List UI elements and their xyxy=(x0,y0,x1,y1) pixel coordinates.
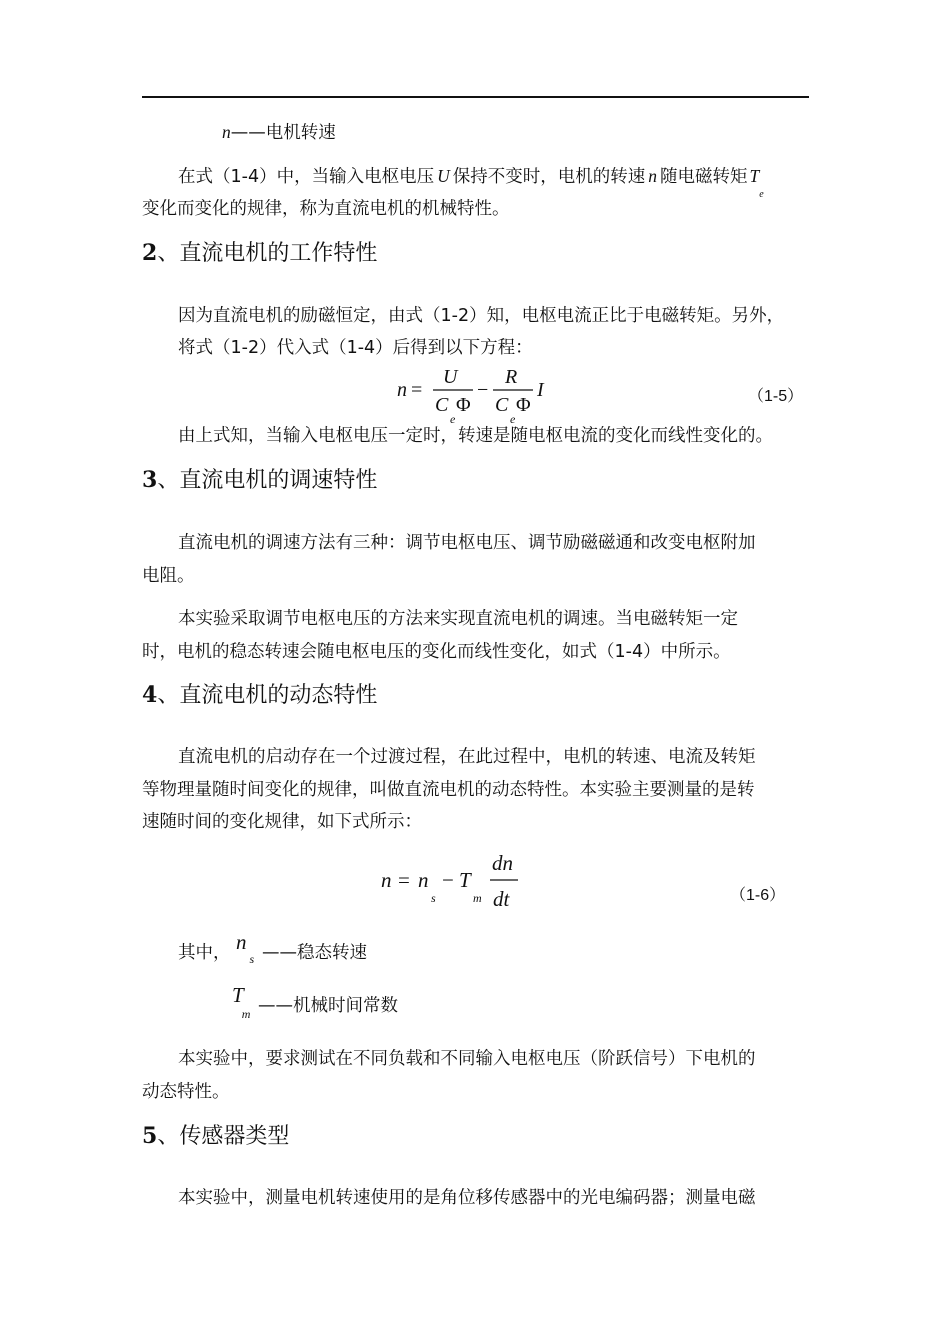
svg-text:=: = xyxy=(411,379,423,401)
svg-text:R: R xyxy=(505,366,518,388)
symbol-Te: $T_e$ xyxy=(749,166,764,200)
paragraph-2-line-2: 将式（1-2）代入式（1-4）后得到以下方程： xyxy=(178,338,533,358)
paragraph-5-line-2: 时，电机的稳态转速会随电枢电压的变化而线性变化，如式（1-4）中所示。 xyxy=(142,642,731,662)
paragraph-4-line-1: 直流电机的调速方法有三种：调节电枢电压、调节励磁磁通和改变电枢附加 xyxy=(178,533,756,553)
symbol-Tm: $T_m$ xyxy=(232,983,251,1021)
definition-intro: 其中， xyxy=(178,943,231,963)
paragraph-6-line-3: 速随时间的变化规律，如下式所示： xyxy=(142,812,422,832)
equation-label-1-5: （1-5） xyxy=(748,388,804,405)
heading-section-2: 2、直流电机的工作特性 xyxy=(142,240,378,266)
svg-text:C: C xyxy=(435,394,449,416)
paragraph-5-line-1: 本实验采取调节电枢电压的方法来实现直流电机的调速。当电磁转矩一定 xyxy=(178,609,738,629)
header-rule xyxy=(142,96,809,98)
paragraph-8-line-1: 本实验中，测量电机转速使用的是角位移传感器中的光电编码器；测量电磁 xyxy=(178,1188,756,1208)
paragraph-6-line-2: 等物理量随时间变化的规律，叫做直流电机的动态特性。本实验主要测量的是转 xyxy=(142,780,755,800)
paragraph-1-line-2: 变化而变化的规律，称为直流电机的机械特性。 xyxy=(142,199,510,219)
symbol-n: n xyxy=(222,122,231,142)
paragraph-2-line-1: 因为直流电机的励磁恒定，由式（1-2）知，电枢电流正比于电磁转矩。另外， xyxy=(178,306,785,326)
equation-label-1-6: （1-6） xyxy=(730,887,786,904)
equation-1-6 xyxy=(378,848,528,914)
symbol-n: n xyxy=(648,166,657,186)
svg-text:n: n xyxy=(397,379,407,401)
svg-text:−: − xyxy=(477,379,489,401)
heading-section-5: 5、传感器类型 xyxy=(142,1123,290,1149)
svg-text:T: T xyxy=(459,868,471,892)
svg-text:n: n xyxy=(418,868,429,892)
svg-text:s: s xyxy=(431,891,436,905)
heading-section-3: 3、直流电机的调速特性 xyxy=(142,467,378,493)
paragraph-7-line-1: 本实验中，要求测试在不同负载和不同输入电枢电压（阶跃信号）下电机的 xyxy=(178,1049,756,1069)
svg-text:−: − xyxy=(442,868,454,892)
paragraph-1-line-1: 在式（1-4）中，当输入电枢电压 U 保持不变时，电机的转速 n 随电磁转矩 $T_e$ xyxy=(178,166,764,200)
svg-text:Φ: Φ xyxy=(456,394,471,416)
paragraph-4-line-2: 电阻。 xyxy=(142,566,195,586)
symbol-U: U xyxy=(437,166,450,186)
svg-text:m: m xyxy=(473,891,482,905)
svg-text:dt: dt xyxy=(493,887,510,911)
svg-text:e: e xyxy=(510,412,516,426)
svg-text:I: I xyxy=(537,379,544,401)
paragraph-3: 由上式知，当输入电枢电压一定时，转速是随电枢电流的变化而线性变化的。 xyxy=(178,426,773,446)
paragraph-6-line-1: 直流电机的启动存在一个过渡过程，在此过程中，电机的转速、电流及转矩 xyxy=(178,747,756,767)
svg-text:n: n xyxy=(381,868,392,892)
svg-text:C: C xyxy=(495,394,509,416)
svg-text:Φ: Φ xyxy=(516,394,531,416)
svg-text:U: U xyxy=(443,366,458,388)
equation-1-5 xyxy=(395,364,555,426)
svg-text:e: e xyxy=(450,412,456,426)
heading-section-4: 4、直流电机的动态特性 xyxy=(142,682,378,708)
definition-ns: ——稳态转速 xyxy=(262,943,367,963)
paragraph-7-line-2: 动态特性。 xyxy=(142,1082,230,1102)
svg-text:=: = xyxy=(398,868,410,892)
symbol-ns: $n_s$ xyxy=(236,930,255,966)
svg-text:dn: dn xyxy=(492,851,513,875)
definition-tm: ——机械时间常数 xyxy=(258,996,398,1016)
definition-n: n——电机转速 xyxy=(222,122,336,143)
